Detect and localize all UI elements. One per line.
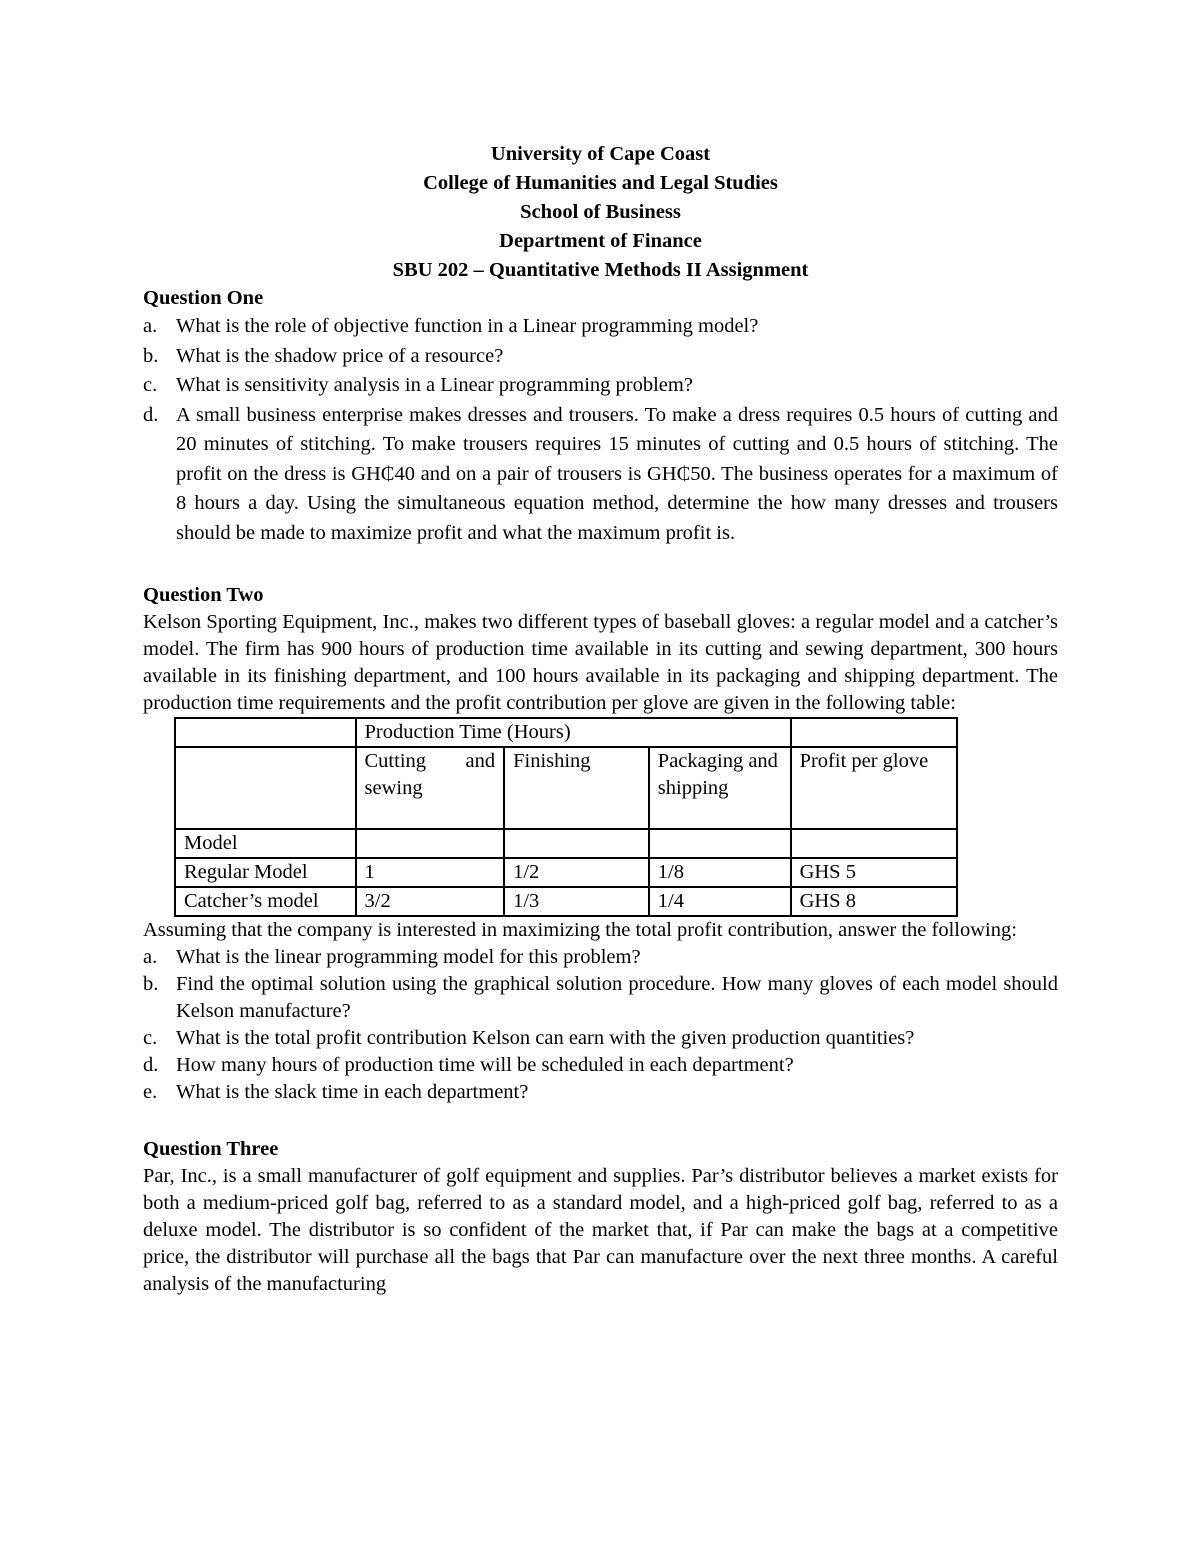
list-item: d. How many hours of production time will be scheduled in each department?: [143, 1054, 794, 1076]
column-header-profit: Profit per glove: [791, 747, 957, 829]
table-cell: [356, 829, 505, 858]
column-header-packaging: Packaging and shipping: [649, 747, 791, 829]
table-cell: 1/2: [504, 858, 649, 887]
question-two-after: Assuming that the company is interested in maximizing the total profit contribution, answer the following:: [143, 919, 1017, 941]
column-header-finishing: Finishing: [504, 747, 649, 829]
list-item: b. What is the shadow price of a resource?: [143, 344, 504, 367]
list-item: e. What is the slack time in each department?: [143, 1081, 529, 1103]
table-cell: GHS 5: [791, 858, 957, 887]
college-name: College of Humanities and Legal Studies: [423, 172, 778, 194]
question-one-title: Question One: [143, 287, 264, 309]
school-name: School of Business: [520, 201, 681, 223]
question-two-intro: Kelson Sporting Equipment, Inc., makes two different types of baseball gloves: a regular model and a catcher’s model. The firm has 900 hours of production time available in its cutting and sewing department, 300 hours available in its finishing department, and 100 hours available in its packaging and shipping department. The production time requirements and the profit contribution per glove are given in the following table:: [143, 611, 1058, 714]
document-header: [143, 140, 1058, 285]
list-item: a. What is the role of objective function in a Linear programming model?: [143, 315, 759, 337]
table-cell: [175, 718, 356, 747]
table-cell: 1/4: [649, 887, 791, 916]
table-cell: [504, 829, 649, 858]
question-two-list: [143, 944, 1058, 1106]
table-cell: [791, 829, 957, 858]
list-item: b. Find the optimal solution using the graphical solution procedure. How many gloves of each model should Kelson manufacture?: [143, 973, 1058, 1022]
table-cell: 1/3: [504, 887, 649, 916]
table-cell: [649, 829, 791, 858]
question-one-list: [143, 312, 1058, 548]
table-cell: Catcher’s model: [175, 887, 356, 916]
table-group-header: Production Time (Hours): [356, 718, 791, 747]
question-two-title: Question Two: [143, 584, 264, 606]
list-item: c. What is sensitivity analysis in a Linear programming problem?: [143, 374, 693, 396]
table-cell: [791, 718, 957, 747]
table-cell: 1/8: [649, 858, 791, 887]
list-item: d. A small business enterprise makes dresses and trousers. To make a dress requires 0.5 hours of cutting and 20 minutes of stitching. To make trousers requires 15 minutes of cutting and 0.5 hours of stitching. The profit on the dress is GH₵40 and on a pair of trousers is GH₵50. The business operates for a maximum of 8 hours a day. Using the simultaneous equation method, determine the how many dresses and trousers should be made to maximize profit and what the maximum profit is.: [143, 403, 1058, 544]
question-three-title: Question Three: [143, 1138, 279, 1160]
list-item: c. What is the total profit contribution Kelson can earn with the given production quantities?: [143, 1027, 915, 1049]
production-time-table: [174, 717, 958, 917]
table-row: [175, 887, 957, 916]
table-cell: 1: [356, 858, 505, 887]
table-cell: 3/2: [356, 887, 505, 916]
university-name: University of Cape Coast: [490, 143, 711, 165]
table-cell: GHS 8: [791, 887, 957, 916]
assignment-page: [143, 140, 1058, 1298]
department-name: Department of Finance: [499, 230, 702, 252]
table-cell: Regular Model: [175, 858, 356, 887]
column-header-cutting: Cutting and sewing: [356, 747, 505, 829]
list-item: a. What is the linear programming model for this problem?: [143, 946, 641, 968]
row-header-model: Model: [175, 829, 356, 858]
table-cell: [175, 747, 356, 829]
table-row: [175, 858, 957, 887]
question-three-intro: Par, Inc., is a small manufacturer of golf equipment and supplies. Par’s distributor believes a market exists for both a medium-priced golf bag, referred to as a standard model, and a high-priced golf bag, referred to as a deluxe model. The distributor is so confident of the market that, if Par can make the bags at a competitive price, the distributor will purchase all the bags that Par can manufacture over the next three months. A careful analysis of the manufacturing: [143, 1165, 1058, 1295]
course-title: SBU 202 – Quantitative Methods II Assignment: [392, 259, 809, 281]
